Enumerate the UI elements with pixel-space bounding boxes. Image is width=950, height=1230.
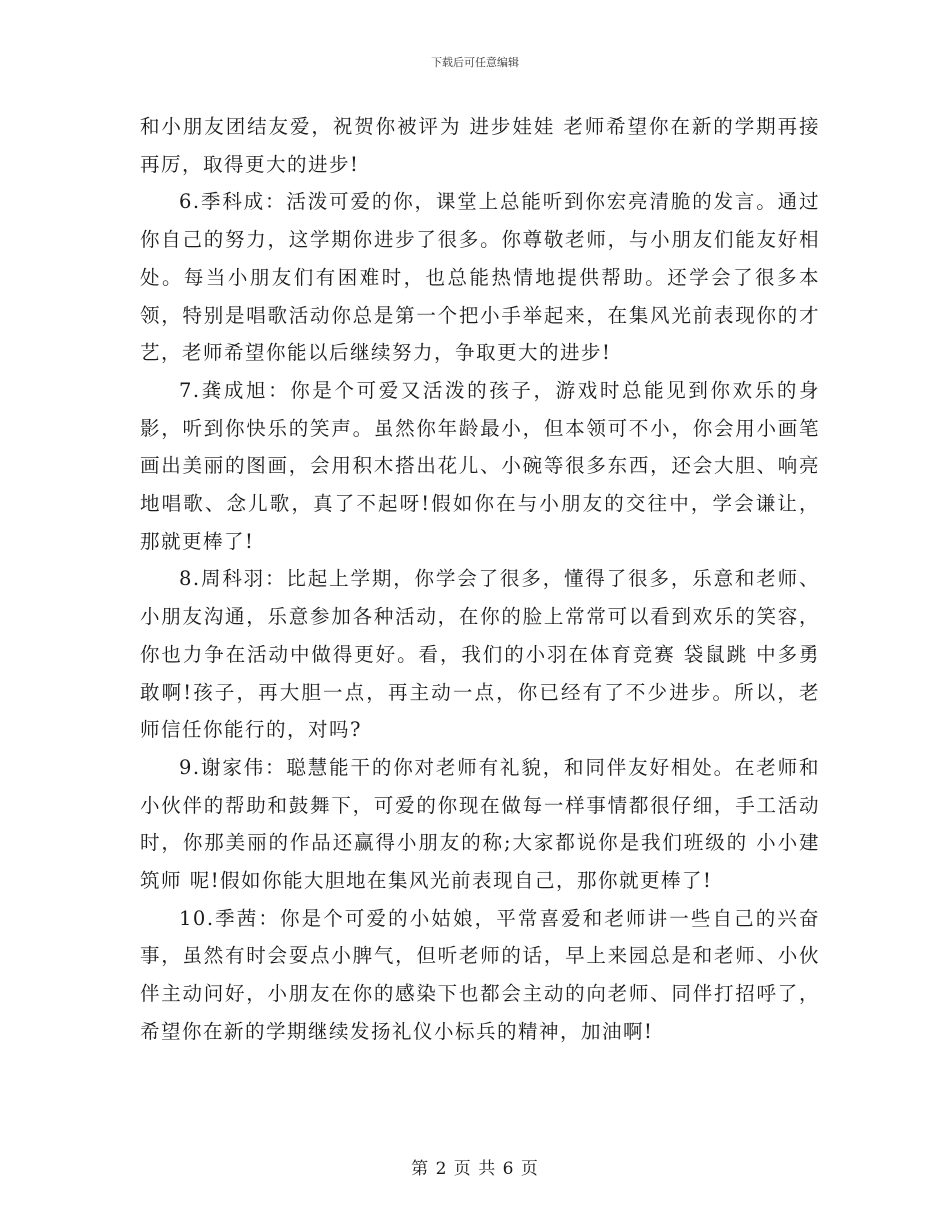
paragraph-comment-10: 10.季茜：你是个可爱的小姑娘，平常喜爱和老师讲一些自己的兴奋事，虽然有时会耍点小脾气，但听老师的话，早上来园总是和老师、小伙伴主动问好，小朋友在你的感染下也都会主动的向老师、同伴打招呼了，希望你在新的学期继续发扬礼仪小标兵的精神，加油啊! (140, 906, 820, 1043)
paragraph-comment-6: 6.季科成：活泼可爱的你，课堂上总能听到你宏亮清脆的发言。通过你自己的努力，这学期你进步了很多。你尊敬老师，与小朋友们能友好相处。每当小朋友们有困难时，也总能热情地提供帮助。还学会了很多本领，特别是唱歌活动你总是第一个把小手举起来，在集风光前表现你的才艺，老师希望你能以后继续努力，争取更大的进步! (140, 190, 820, 365)
paragraph-comment-8: 8.周科羽：比起上学期，你学会了很多，懂得了很多，乐意和老师、小朋友沟通，乐意参加各种活动，在你的脸上常常可以看到欢乐的笑容，你也力争在活动中做得更好。看，我们的小羽在体育竞赛 袋鼠跳 中多勇敢啊!孩子，再大胆一点，再主动一点，你已经有了不少进步。所以，老师信任你能行的，对吗? (140, 567, 820, 742)
document-body (140, 108, 820, 1051)
paragraph-comment-7: 7.龚成旭：你是个可爱又活泼的孩子，游戏时总能见到你欢乐的身影，听到你快乐的笑声。虽然你年龄最小，但本领可不小，你会用小画笔画出美丽的图画，会用积木搭出花儿、小碗等很多东西，还会大胆、响亮地唱歌、念儿歌，真了不起呀!假如你在与小朋友的交往中，学会谦让，那就更棒了! (140, 378, 820, 553)
page-header: 下载后可任意编辑 (431, 56, 519, 69)
paragraph-continuation: 和小朋友团结友爱，祝贺你被评为 进步娃娃 老师希望你在新的学期再接再厉，取得更大的进步! (140, 115, 820, 176)
paragraph-comment-9: 9.谢家伟：聪慧能干的你对老师有礼貌，和同伴友好相处。在老师和小伙伴的帮助和鼓舞下，可爱的你现在做每一样事情都很仔细，手工活动时，你那美丽的作品还赢得小朋友的称;大家都说你是我们班级的 小小建筑师 呢!假如你能大胆地在集风光前表现自己，那你就更棒了! (140, 755, 820, 893)
page-number: 第 2 页 共 6 页 (411, 1159, 539, 1179)
